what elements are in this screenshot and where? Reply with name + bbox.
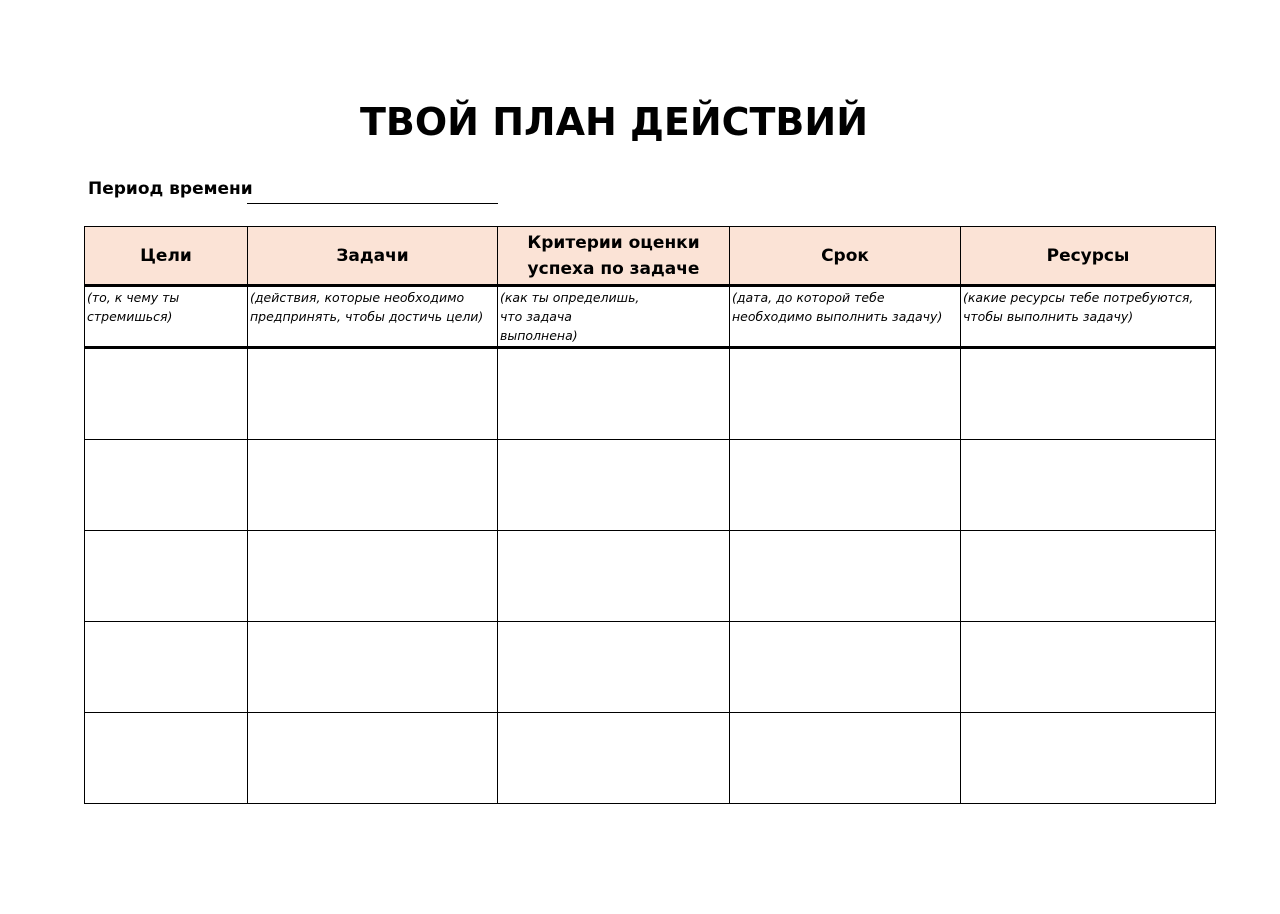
cell-goals[interactable] — [85, 348, 248, 440]
period-label: Период времени — [88, 179, 253, 199]
hint-goals — [85, 286, 248, 348]
table-row — [85, 531, 1216, 622]
column-header-deadline: Срок — [730, 227, 961, 286]
cell-tasks[interactable] — [248, 713, 498, 804]
cell-goals[interactable] — [85, 713, 248, 804]
header-row — [85, 227, 1216, 286]
table-row — [85, 440, 1216, 531]
hint-text: (то, к чему ты стремишься) — [87, 290, 180, 324]
hint-text: (какие ресурсы тебе потребуются, чтобы выполнить задачу) — [963, 290, 1194, 324]
column-header-resources: Ресурсы — [961, 227, 1216, 286]
cell-resources[interactable] — [961, 531, 1216, 622]
cell-resources[interactable] — [961, 440, 1216, 531]
table-row — [85, 622, 1216, 713]
column-header-goals: Цели — [85, 227, 248, 286]
cell-deadline[interactable] — [730, 348, 961, 440]
cell-goals[interactable] — [85, 622, 248, 713]
cell-deadline[interactable] — [730, 440, 961, 531]
cell-deadline[interactable] — [730, 622, 961, 713]
action-plan-table — [84, 226, 1216, 804]
cell-criteria[interactable] — [498, 531, 730, 622]
hint-text: (действия, которые необходимо предпринять, чтобы достичь цели) — [250, 290, 484, 324]
cell-criteria[interactable] — [498, 348, 730, 440]
cell-resources[interactable] — [961, 622, 1216, 713]
hint-deadline — [730, 286, 961, 348]
column-header-tasks: Задачи — [248, 227, 498, 286]
hint-resources — [961, 286, 1216, 348]
table-row — [85, 348, 1216, 440]
cell-criteria[interactable] — [498, 713, 730, 804]
cell-criteria[interactable] — [498, 622, 730, 713]
cell-resources[interactable] — [961, 348, 1216, 440]
cell-criteria[interactable] — [498, 440, 730, 531]
hint-tasks — [248, 286, 498, 348]
hint-row — [85, 286, 1216, 348]
period-input-line[interactable] — [247, 203, 498, 204]
table-row — [85, 713, 1216, 804]
hint-text: (дата, до которой тебе необходимо выполнить задачу) — [732, 290, 943, 324]
cell-tasks[interactable] — [248, 531, 498, 622]
cell-tasks[interactable] — [248, 622, 498, 713]
cell-goals[interactable] — [85, 440, 248, 531]
column-header-criteria — [498, 227, 730, 286]
page-title: ТВОЙ ПЛАН ДЕЙСТВИЙ — [359, 100, 868, 144]
cell-resources[interactable] — [961, 713, 1216, 804]
criteria-label: Критерии оценки успеха по задаче — [527, 232, 700, 279]
hint-criteria — [498, 286, 730, 348]
cell-goals[interactable] — [85, 531, 248, 622]
cell-deadline[interactable] — [730, 713, 961, 804]
hint-text: (как ты определишь, что задача выполнена) — [500, 290, 640, 343]
cell-tasks[interactable] — [248, 348, 498, 440]
cell-tasks[interactable] — [248, 440, 498, 531]
cell-deadline[interactable] — [730, 531, 961, 622]
